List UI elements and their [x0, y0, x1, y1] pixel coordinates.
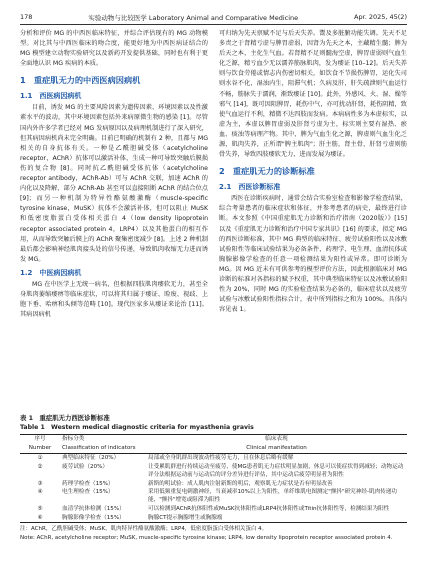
table-caption-en: Table 1 Western medical diagnostic criteria for myasthenia gravis — [20, 424, 254, 431]
intro-paragraph: 分析和评价 MG 的中西医临床特征，并综合评估现有的 MG 动物模型。对比其与中西医临床的吻合度，能更好地为中西医病证结合的 MG 模型建立动物实验研究以及新药开发提供基础，同时也有利于更全面地认识 MG 疾病的本质。 — [20, 30, 208, 68]
table-row — [20, 479, 407, 488]
row-description: 胸腺CT提示胸腺增生或胸腺瘤 — [146, 513, 407, 522]
subsection-heading-1-1: 1.1 西医病因病机 — [20, 92, 82, 101]
subsection-heading-2-1: 2.1 西医诊断标准 — [219, 183, 281, 192]
table-row — [20, 453, 407, 462]
running-header — [20, 10, 407, 24]
left-column — [20, 29, 208, 320]
row-index: ⑥ — [20, 513, 60, 522]
header-indicator-en: Classification of indicators — [60, 444, 146, 453]
header-rule — [20, 24, 407, 25]
row-indicator: 典型临床特征（20%） — [62, 454, 120, 461]
header-indicator-cn: 指标分类 — [60, 435, 146, 444]
table-header-row-cn — [20, 435, 407, 444]
row-indicator: 胸腺影像学检查（15%） — [60, 513, 146, 522]
table-note-en: Note: AChR, acetylcholine receptor; MuSK, muscle-specific tyrosine kinase; LRP4, low density lipoprotein receptor associated protein 4. — [20, 534, 393, 541]
row-indicator: 电生理检查（15%） — [62, 489, 114, 496]
row-description: 新斯的明试验：成人肌肉注射新斯的明后，观察肌无力症状是否有明显改善 — [148, 480, 333, 487]
row-index: ④ — [37, 489, 43, 496]
page-number: 178 — [20, 13, 33, 21]
table-row — [20, 513, 407, 522]
section-heading-1: 1 重症肌无力的中西医病因病机 — [20, 75, 141, 86]
issue-info: Apr. 2025, 45(2) — [354, 13, 407, 21]
table-note-cn: 注：AChR，乙酰胆碱受体；MuSK，肌肉特异性酪氨酸激酶；LRP4，低密度脂蛋白受体相关蛋白 4。 — [20, 526, 268, 533]
journal-title: 实验动物与比较医学 Laboratory Animal and Comparative Medicine — [88, 13, 299, 22]
row-description: 让受累肌群进行持续运动至疲劳，使MG患者肌无力症状明显加剧，休息可以使症状得到减轻；动物运动评分法根据运动前与运动后的评分差异进行评估，其中运动后疲劳明显者为阳性 — [148, 463, 404, 478]
tcm-etiology-paragraph: MG 在中医学上无统一病名，但根据四肢肌肉痿软无力，甚至全身肌肉萎缩痿痹等临床症状，可以将其归属于痿证、睑废、视歧、上胞下垂、哈痹和头倾等范畴 [10]。现代医家多从痿证来论治 [11]。其病因病机 — [20, 280, 208, 319]
table-header-row-en — [20, 444, 407, 453]
western-etiology-paragraph: 目前，诱发 MG 的主要风险因素为遗传因素、环境因素以及性激素水平的波动，其中环境因素包括外来病原微生物的感染 [1]。尽管国内外许多学者已经对 MG 发病原因以及病理机制进行了深入研究，但其病因病机尚未完全明确。目前已明确的机制有 2 种，且都与 MG 相关的自身抗体有关。一种是乙酰胆碱受体（acetylcholine receptor，AChR）抗体可以激活补体，生成一种可导致突触后膜损伤的复合物 [8]。同时抗乙酰胆碱受体抗体（acetylcholine receptor antibody，AChR-Ab）可与 AChR 交联，加速 AChR 的内化以及降解，部分 AChR-Ab 甚至可以直接阻断 AChR 的结合位点 [9]；而另一种机制为特异性酪氨酸激酶（muscle-specific tyrosine kinase，MuSK）抗体不会激活补体，但可以阻止 MuSK 和低密度脂蛋白受体相关蛋白 4（low density lipoprotein receptor associated protein 4，LRP4）以及其他蛋白的相互作用，从而导致突触后膜上的 AChR 聚集密度减少 [8]。上述 2 种机制最后都会影响神经肌肉接头处的信号传递，导致肌肉收缩无力进而诱发 MG。 — [20, 104, 208, 263]
subsection-heading-1-2: 1.2 中医病因病机 — [20, 268, 82, 277]
row-indicator: 血清学抗体检测（15%） — [62, 506, 125, 513]
row-index: ① — [37, 454, 43, 461]
header-index-en: Number — [20, 444, 60, 453]
western-diagnosis-paragraph: 西医在诊断疾病时，通常会结合实验室检查和影像学检查结果，综合考量患者的临床症状和体征，并参考患者的病史，最终进行诊断。本文参照《中国重症肌无力诊断和治疗指南（2020版）》[15] 以及《重症肌无力诊断和治疗中国专家共识》[16] 的要求，拟定 MG 的西医诊断标准，其中 MG 典型的临床特征、疲劳试验阳性以及冰敷试验阳性等临床试验结果为必备条件，药理学、电生理、血清抗体或胸腺影像学检查的任意一项检测结果为阳性或异常。即可诊断为 MG。因 MG 近未有可供参考的模型评价方法，因此根据临床对 MG 诊断的标准对各指标的赋予权重，其中典型临床特征以及冰敷试验阳性为 20%，同时 MG 的实验检查结果为必备的，临床症状以及疲劳试验与冰敷试验阳性指标合计，表中所列指标之和为 100%。具体内容见表 1。 — [219, 195, 407, 314]
row-index: ② — [37, 463, 43, 470]
table-row — [20, 505, 407, 514]
row-indicator: 药理学检查（15%） — [62, 480, 114, 487]
right-column — [219, 29, 407, 315]
table-caption-cn: 表 1 重症肌无力西医诊断标准 — [20, 414, 110, 422]
table-row — [20, 462, 407, 479]
table-1 — [20, 414, 407, 542]
row-description: 可以检测到AChR抗体阳性或MuSK抗体阳性或LRP4抗体阳性或Titin抗体阳性等，检测结果为阳性 — [148, 506, 390, 513]
header-desc-cn: 临床表现 — [146, 435, 407, 444]
section-heading-2: 2 重症肌无力的诊断标准 — [219, 166, 315, 177]
tcm-continued-paragraph: 可归纳为先天禀赋不足与后天失养。鬻及多脏腑功能失调。先天不足多责之于肾精亏虚与脾胃虚弱，因肾为先天之本，主藏精生髓；脾为后天之本，主化生气血。若肾精不足则髓海空虚，脾胃虚弱则气血生化乏源，精亏血少无以濡养筋脉肌肉，发为痿证 [10–12]。后天失养则与饮食劳倦或情志内伤密切相关，如饮食不节损伤脾胃，运化失司则水谷不化，湿浊内生，阻滞气机；久病及肝，肝失疏泄则气血运行不畅，筋脉失于濡润，渐致痿证 [10]。此外，外感风、火、湿、燥等邪气 [14]，既可因阻脾胃，耗伤中气，亦可扰动肝肾，耗伤阴精，致使气血运行不利，精微不达四肢而发病。本病病性多为本虚标实，以虚为主，本虚以脾胃虚弱及肝肾亏虚为主，标实则主要有湿热、瘀血、痰浊等病理产物。其中，脾为气血生化之源，脾虚则气血生化乏源，肌肉失养，正所谓"脾主肌肉"；肝主筋，肾主骨，肝肾亏虚则筋骨失养，导致四肢痿软无力，进而发展为痿证。 — [219, 30, 407, 159]
diagnostic-criteria-table — [20, 434, 407, 523]
row-index: ⑤ — [37, 506, 43, 513]
row-description: 局部或全身肌群出现波动性疲劳无力，且在休息后略有缓解 — [148, 454, 294, 461]
table-row — [20, 488, 407, 505]
header-desc-en: Clinical manifestation — [146, 444, 407, 453]
row-indicator: 疲劳试验（20%） — [62, 463, 108, 470]
row-description: 采用低频重复电刺激神经，当衰减率10%以上为阳性，单纤维肌电图测定"颤抖"研究神经-肌肉传递功能，"颤抖"增宽或阻滞为阳性 — [148, 489, 397, 504]
row-index: ③ — [37, 480, 43, 487]
header-index-cn: 序号 — [20, 435, 60, 444]
